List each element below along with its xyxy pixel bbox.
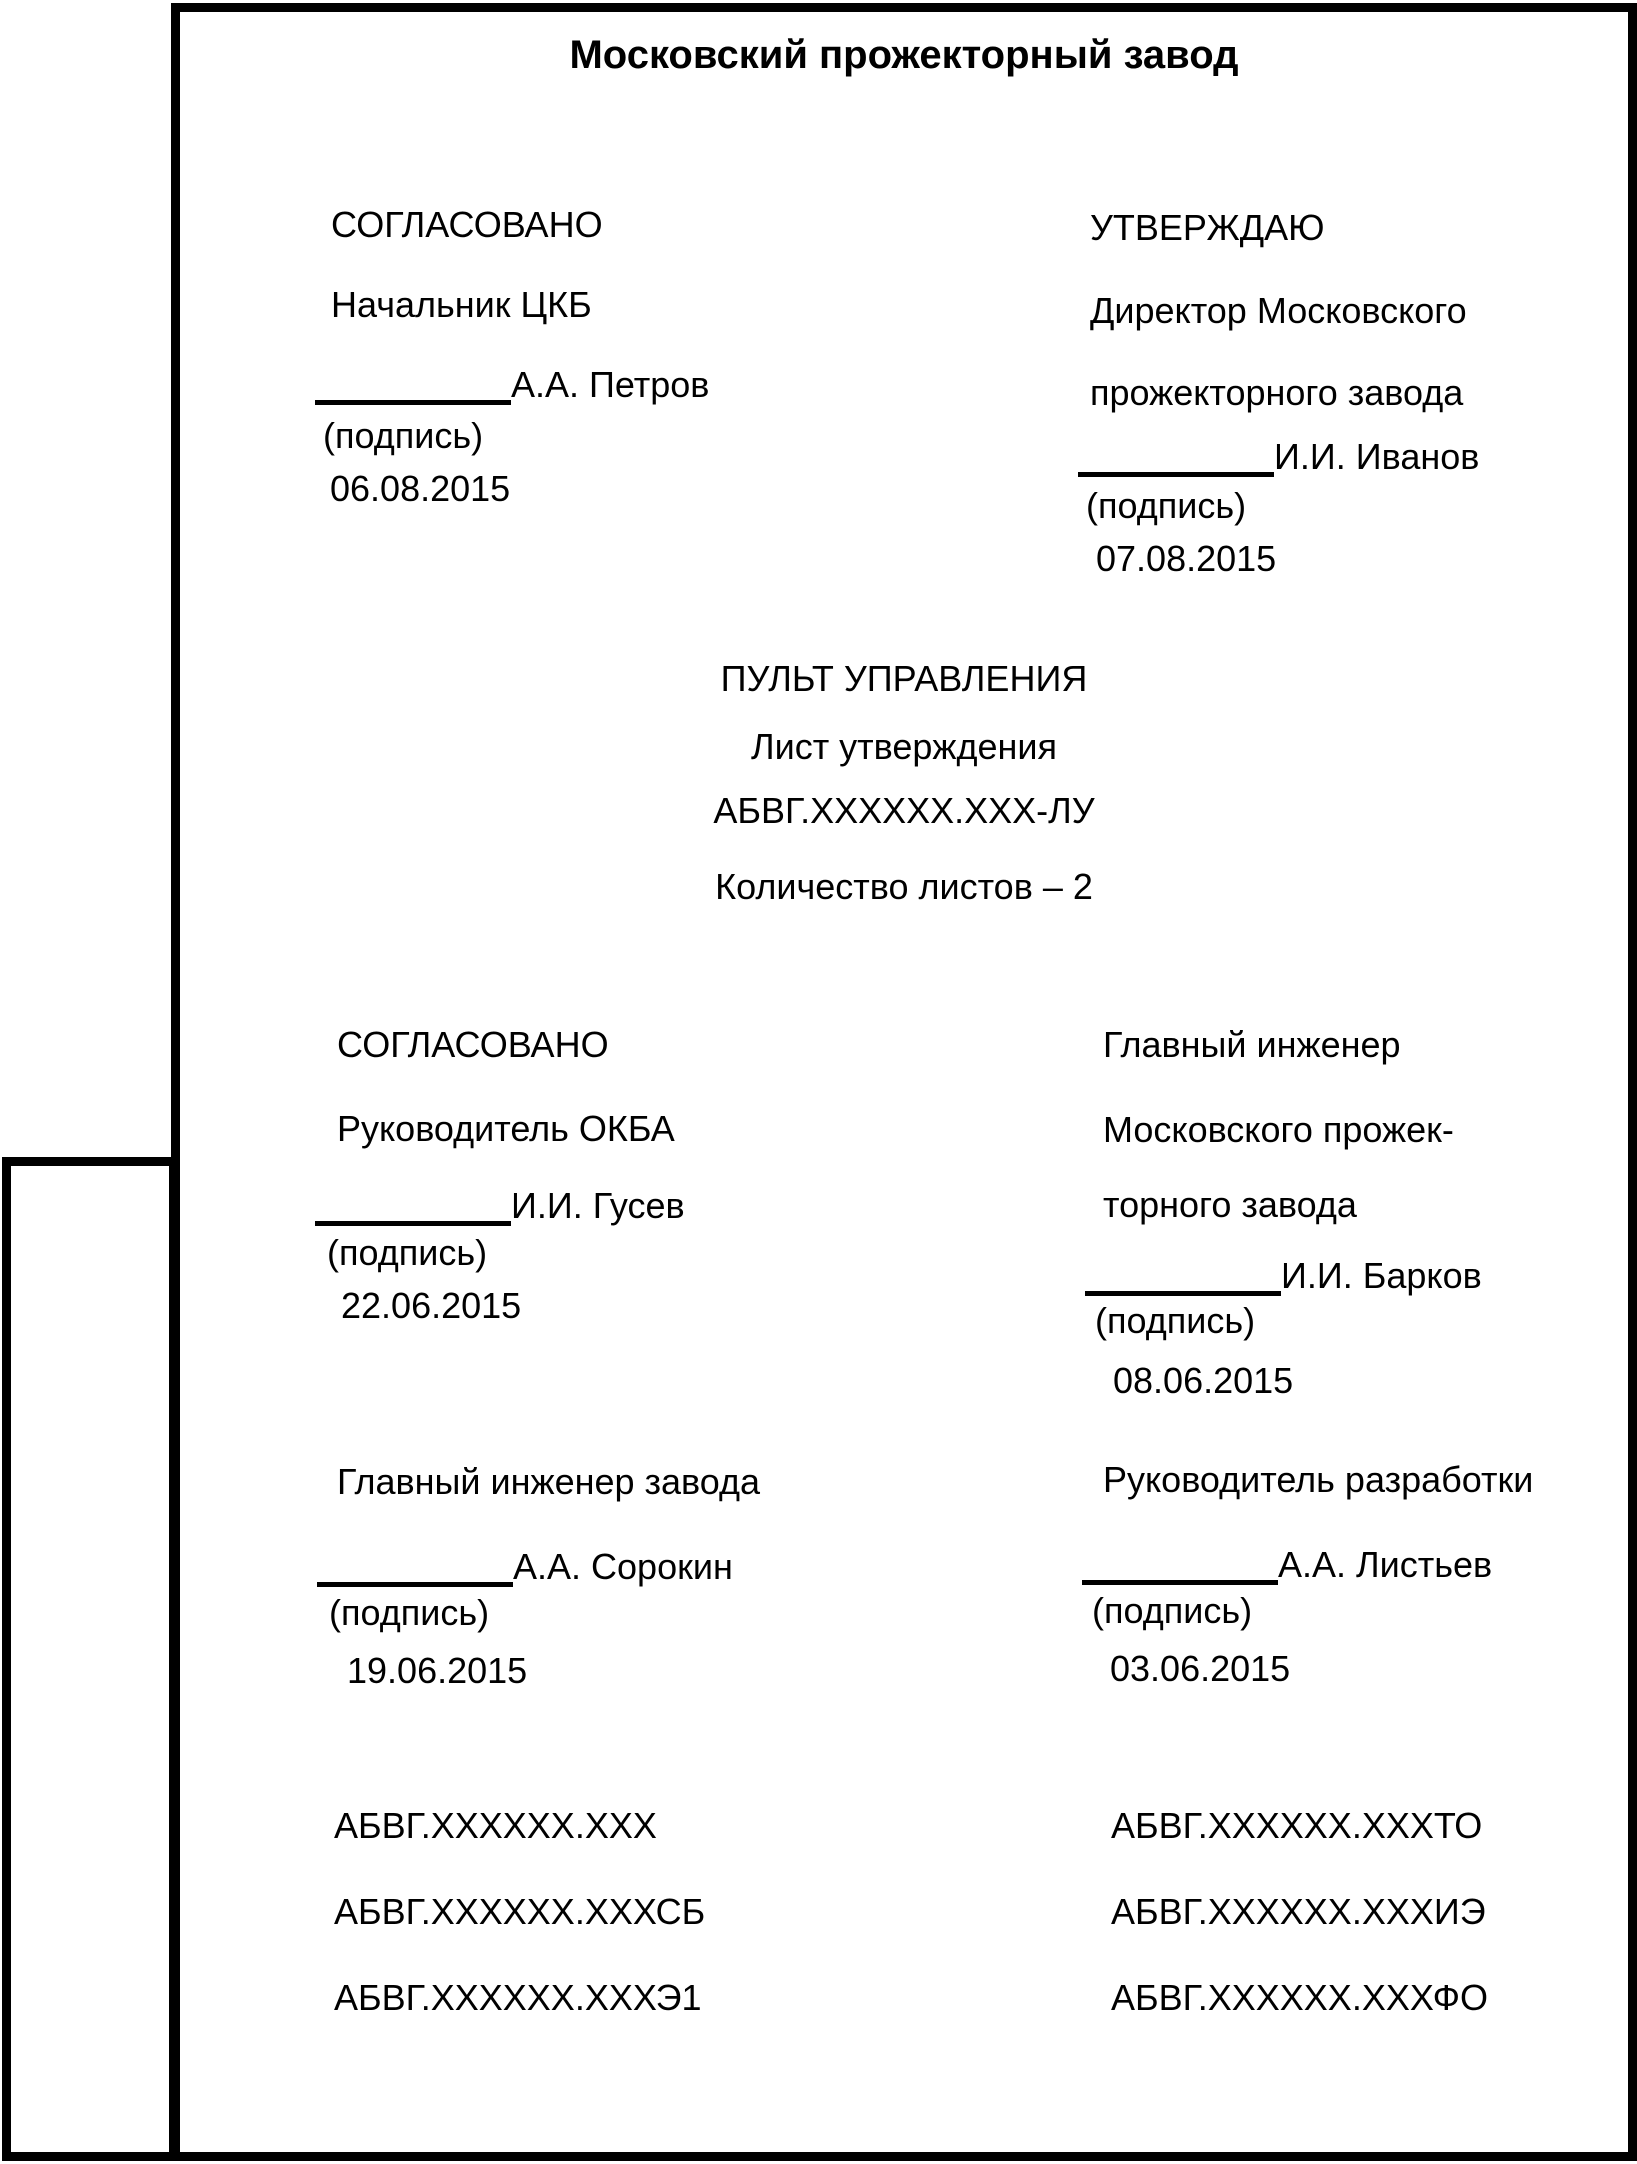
signature-hint-mid-left: (подпись) (327, 1232, 488, 1273)
signer-role-bottom-left: Главный инженер завода (337, 1461, 761, 1502)
left-margin-box (2, 1157, 178, 2161)
signature-row-mid-left (315, 1185, 685, 1226)
agreed-stamp-mid-left: СОГЛАСОВАНО (337, 1024, 609, 1065)
product-name: ПУЛЬТ УПРАВЛЕНИЯ (720, 658, 1088, 699)
signature-hint-top-right: (подпись) (1086, 485, 1247, 526)
designation-list-left-item: АБВГ.ХХХХХХ.ХХХЭ1 (334, 1977, 702, 2018)
signer-role-mid-right-line1: Главный инженер (1103, 1024, 1401, 1065)
signer-role-top-right-line1: Директор Московского (1090, 290, 1467, 331)
signature-row-bottom-left (317, 1546, 733, 1587)
signature-row-top-left (315, 364, 709, 405)
signature-hint-mid-right: (подпись) (1095, 1300, 1256, 1341)
signer-role-mid-right-line3: торного завода (1103, 1184, 1357, 1225)
signer-role-mid-right-line2: Московского прожек- (1103, 1109, 1454, 1150)
signature-hint-top-left: (подпись) (323, 415, 484, 456)
signature-line (317, 1548, 513, 1587)
signer-role-top-left: Начальник ЦКБ (331, 284, 592, 325)
designation-list-right-item: АБВГ.ХХХХХХ.ХХХИЭ (1111, 1891, 1486, 1932)
signature-date-top-left: 06.08.2015 (330, 468, 511, 509)
signer-name: И.И. Иванов (1274, 436, 1480, 477)
signer-role-mid-left: Руководитель ОКБА (337, 1108, 675, 1149)
document-type: Лист утверждения (750, 726, 1058, 767)
signer-role-bottom-right: Руководитель разработки (1103, 1459, 1534, 1500)
signature-line (315, 1187, 511, 1226)
signature-date-top-right: 07.08.2015 (1096, 538, 1277, 579)
signature-hint-bottom-left: (подпись) (329, 1592, 490, 1633)
signature-line (1078, 438, 1274, 477)
signature-line (1085, 1257, 1281, 1296)
signer-name: А.А. Листьев (1278, 1544, 1493, 1585)
signature-date-mid-right: 08.06.2015 (1113, 1360, 1294, 1401)
signature-line (1082, 1546, 1278, 1585)
agreed-stamp-top-left: СОГЛАСОВАНО (331, 204, 603, 245)
signer-name: И.И. Гусев (511, 1185, 685, 1226)
signer-name: А.А. Петров (511, 364, 710, 405)
approve-stamp-top-right: УТВЕРЖДАЮ (1090, 207, 1325, 248)
signature-date-bottom-left: 19.06.2015 (347, 1650, 528, 1691)
signature-hint-bottom-right: (подпись) (1092, 1590, 1253, 1631)
document-designation: АБВГ.ХХХХХХ.ХХХ-ЛУ (713, 790, 1095, 831)
designation-list-left-item: АБВГ.ХХХХХХ.ХХХ (334, 1805, 657, 1846)
signature-row-top-right (1078, 436, 1479, 477)
signature-row-bottom-right (1082, 1544, 1492, 1585)
signer-name: А.А. Сорокин (513, 1546, 733, 1587)
designation-list-left-item: АБВГ.ХХХХХХ.ХХХСБ (334, 1891, 706, 1932)
signature-row-mid-right (1085, 1255, 1482, 1296)
signature-date-bottom-right: 03.06.2015 (1110, 1648, 1291, 1689)
signature-date-mid-left: 22.06.2015 (341, 1285, 522, 1326)
designation-list-right-item: АБВГ.ХХХХХХ.ХХХФО (1111, 1977, 1489, 2018)
organization-title: Московский прожекторный завод (569, 33, 1239, 77)
signer-role-top-right-line2: прожекторного завода (1090, 372, 1464, 413)
signature-line (315, 366, 511, 405)
signer-name: И.И. Барков (1281, 1255, 1482, 1296)
sheet-count: Количество листов – 2 (715, 866, 1093, 907)
designation-list-right-item: АБВГ.ХХХХХХ.ХХХТО (1111, 1805, 1483, 1846)
